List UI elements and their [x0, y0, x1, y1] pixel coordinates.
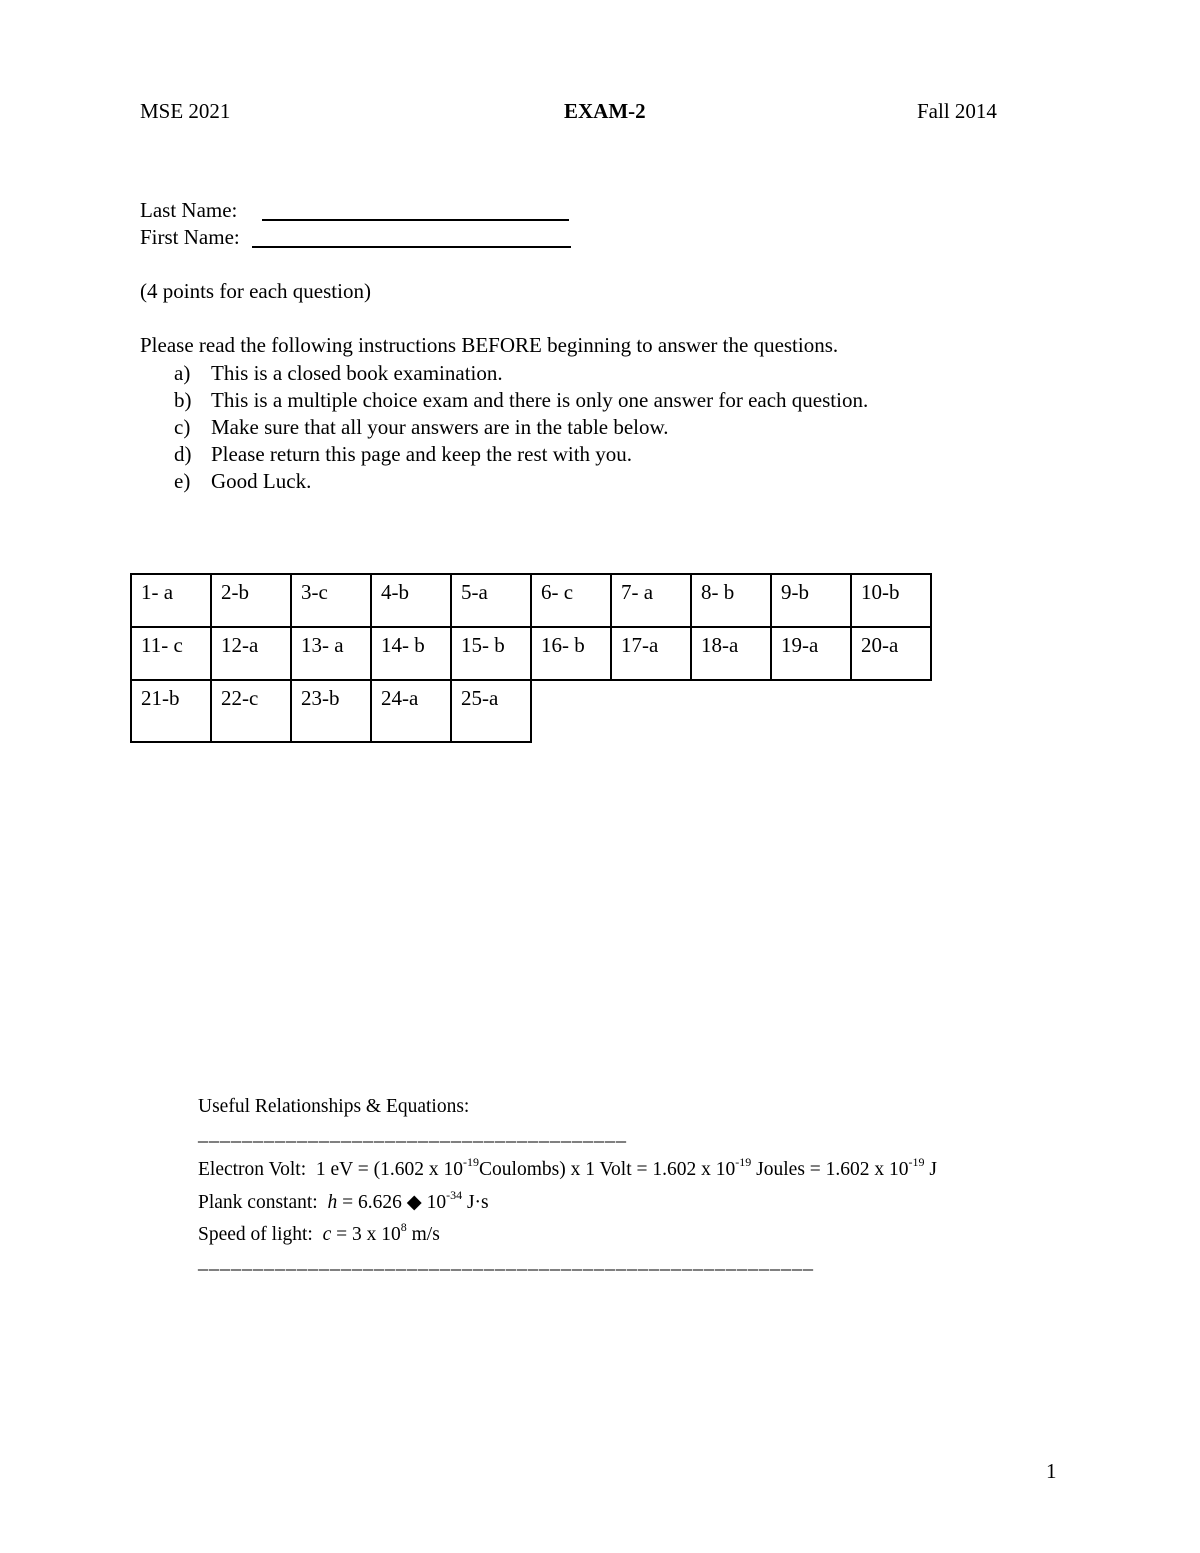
speed-of-light-line — [198, 1220, 440, 1245]
instruction-label: e) — [174, 469, 191, 493]
course-code: MSE 2021 — [140, 99, 231, 123]
answer-cell: 18-a — [691, 627, 771, 680]
plank-symbol: h — [327, 1192, 338, 1213]
exponent: 8 — [400, 1220, 407, 1234]
electron-volt-line — [198, 1155, 937, 1180]
table-row — [131, 627, 931, 680]
eq-text: 1 eV = (1.602 x 10 — [315, 1159, 464, 1180]
answer-cell: 7- a — [611, 574, 691, 627]
instruction-text: Please return this page and keep the rest with you. — [211, 442, 633, 466]
answer-cell: 9-b — [771, 574, 851, 627]
page-number: 1 — [1046, 1459, 1057, 1483]
empty-cell — [851, 680, 931, 742]
empty-cell — [611, 680, 691, 742]
answer-cell: 19-a — [771, 627, 851, 680]
answer-cell: 3-c — [291, 574, 371, 627]
eq-text: J·s — [462, 1192, 489, 1213]
answer-cell: 14- b — [371, 627, 451, 680]
separator-long: ________________________________________________________ — [198, 1251, 814, 1273]
eq-text: = 3 x 10 — [331, 1224, 401, 1245]
answer-cell: 23-b — [291, 680, 371, 742]
equations-title: Useful Relationships & Equations: — [198, 1096, 470, 1117]
answer-cell: 16- b — [531, 627, 611, 680]
instruction-item — [174, 390, 868, 411]
answer-cell: 22-c — [211, 680, 291, 742]
instruction-item — [174, 417, 669, 438]
separator-short: _______________________________________ — [198, 1123, 627, 1145]
answer-cell: 24-a — [371, 680, 451, 742]
instruction-text: Make sure that all your answers are in the table below. — [211, 415, 669, 439]
answer-cell: 21-b — [131, 680, 211, 742]
instruction-label: b) — [174, 388, 192, 412]
exponent: -19 — [463, 1155, 480, 1169]
answer-cell: 6- c — [531, 574, 611, 627]
exam-term: Fall 2014 — [917, 99, 997, 123]
answer-cell: 12-a — [211, 627, 291, 680]
light-label: Speed of light: — [198, 1224, 313, 1245]
eq-text: J — [924, 1159, 937, 1180]
answer-cell: 20-a — [851, 627, 931, 680]
eq-text: Joules = 1.602 x 10 — [751, 1159, 909, 1180]
instruction-item — [174, 363, 503, 384]
empty-cell — [691, 680, 771, 742]
answer-cell: 1- a — [131, 574, 211, 627]
first-name-line[interactable] — [252, 246, 571, 248]
empty-cell — [531, 680, 611, 742]
electron-volt-label: Electron Volt: — [198, 1159, 307, 1180]
answer-cell: 15- b — [451, 627, 531, 680]
instruction-item — [174, 444, 632, 465]
last-name-line[interactable] — [262, 219, 569, 221]
instruction-label: a) — [174, 361, 191, 385]
last-name-label: Last Name: — [140, 198, 238, 222]
exponent: -34 — [446, 1188, 463, 1202]
answer-cell: 25-a — [451, 680, 531, 742]
table-row — [131, 680, 931, 742]
eq-text: m/s — [406, 1224, 440, 1245]
answer-cell: 10-b — [851, 574, 931, 627]
plank-constant-line — [198, 1188, 489, 1213]
plank-label: Plank constant: — [198, 1192, 318, 1213]
instruction-text: This is a closed book examination. — [211, 361, 503, 385]
points-note: (4 points for each question) — [140, 279, 371, 303]
instruction-text: This is a multiple choice exam and there is only one answer for each question. — [211, 388, 869, 412]
instructions-intro: Please read the following instructions BEFORE beginning to answer the questions. — [140, 333, 839, 357]
answer-cell: 2-b — [211, 574, 291, 627]
exam-title: EXAM-2 — [564, 99, 646, 123]
first-name-label: First Name: — [140, 225, 240, 249]
answer-table — [130, 573, 932, 743]
instruction-label: c) — [174, 415, 191, 439]
answer-cell: 4-b — [371, 574, 451, 627]
answer-cell: 5-a — [451, 574, 531, 627]
table-row — [131, 574, 931, 627]
instruction-item — [174, 471, 311, 492]
answer-cell: 13- a — [291, 627, 371, 680]
answer-cell: 17-a — [611, 627, 691, 680]
light-symbol: c — [322, 1224, 332, 1245]
exponent: -19 — [908, 1155, 925, 1169]
eq-text: Coulombs) x 1 Volt = 1.602 x 10 — [479, 1159, 736, 1180]
exponent: -19 — [735, 1155, 752, 1169]
instruction-text: Good Luck. — [211, 469, 312, 493]
answer-cell: 11- c — [131, 627, 211, 680]
instruction-label: d) — [174, 442, 192, 466]
answer-cell: 8- b — [691, 574, 771, 627]
empty-cell — [771, 680, 851, 742]
eq-text: = 6.626 ◆ 10 — [337, 1192, 447, 1213]
